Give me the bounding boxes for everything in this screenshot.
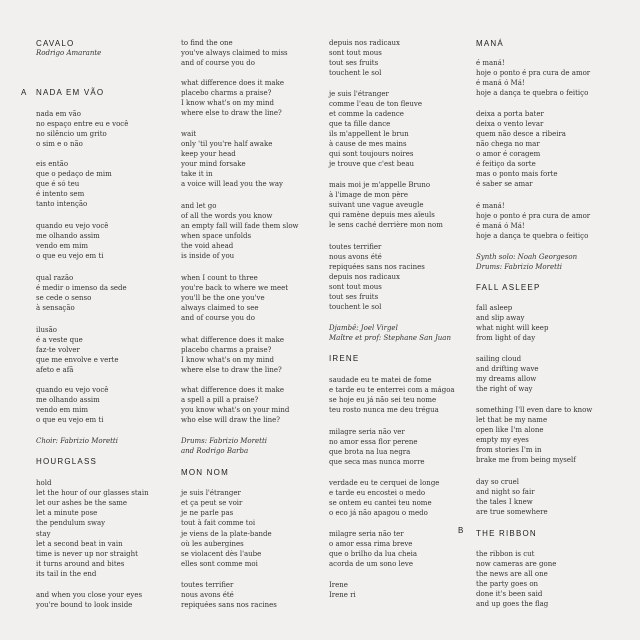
lyric-line: qui sont toujours noires — [329, 150, 414, 158]
lyric-line: que seca mas nunca morre — [329, 458, 425, 466]
lyric-line: take it in — [181, 170, 213, 178]
lyric-line: e tarde eu encostei o medo — [329, 489, 426, 497]
lyric-line: é maná! — [476, 59, 505, 67]
lyric-line: je viens de la plate-bande — [181, 530, 272, 538]
lyric-line: are true somewhere — [476, 508, 548, 516]
lyric-line: day so cruel — [476, 478, 520, 486]
lyric-line: I know what's on my mind — [181, 356, 275, 364]
lyric-line: the party goes on — [476, 580, 539, 588]
lyric-line: what difference does it make — [181, 336, 284, 344]
lyric-line: o amor essa rima breve — [329, 540, 413, 548]
lyric-line: je ne parle pas — [181, 509, 234, 517]
lyric-line: your mind forsake — [181, 160, 246, 168]
lyric-line: se cede o senso — [36, 294, 92, 302]
lyric-line: of all the words you know — [181, 212, 273, 220]
lyric-line: é maná ó Má! — [476, 222, 525, 230]
lyric-line: je suis l'étranger — [181, 489, 241, 497]
lyric-line: elles sont comme moi — [181, 560, 258, 568]
lyric-line: o amor é coragem — [476, 150, 541, 158]
credit-line: Drums: Fabrizio Moretti — [476, 263, 563, 271]
lyric-line: something I'll even dare to know — [476, 406, 593, 414]
lyric-line: is inside of you — [181, 252, 235, 260]
lyric-line: é maná ó Má! — [476, 79, 525, 87]
lyric-line: it turns around and bites — [36, 560, 125, 568]
lyric-line: teu rosto nunca me deu trégua — [329, 406, 439, 414]
lyric-line: toutes terrifier — [181, 581, 234, 589]
lyric-line: let that be my name — [476, 416, 548, 424]
lyric-line: hoje o ponto é pra cura de amor — [476, 69, 591, 77]
lyric-line: é saber se amar — [476, 180, 533, 188]
lyric-line: no espaço entre eu e você — [36, 120, 129, 128]
credit-line: Djambê: Joel Virgel — [329, 324, 398, 332]
lyric-line: é feitiço da sorte — [476, 160, 536, 168]
lyric-line: não chega no mar — [476, 140, 540, 148]
lyric-line: acorda de um sono leve — [329, 560, 413, 568]
song-title: CAVALO — [36, 39, 75, 48]
lyric-line: quando eu vejo você — [36, 386, 109, 394]
lyric-line: se hoje eu já não sei teu nome — [329, 396, 437, 404]
lyric-line: and when you close your eyes — [36, 591, 143, 599]
lyric-line: tout à fait comme toi — [181, 519, 256, 527]
lyric-line: and up goes the flag — [476, 600, 549, 608]
credit-line: Synth solo: Noah Georgeson — [476, 253, 578, 261]
lyric-line: je trouve que c'est beau — [329, 160, 415, 168]
song-title: MON NOM — [181, 468, 229, 477]
lyric-line: suivant une vague aveugle — [329, 201, 424, 209]
lyric-line: verdade eu te cerquei de longe — [329, 479, 440, 487]
lyric-line: mais moi je m'appelle Bruno — [329, 181, 431, 189]
lyric-line: se violacent dès l'aube — [181, 550, 262, 558]
lyric-line: depuis nos radicaux — [329, 39, 400, 47]
lyric-line: the ribbon is cut — [476, 550, 535, 558]
song-title: HOURGLASS — [36, 457, 98, 466]
lyric-line: sailing cloud — [476, 355, 522, 363]
lyric-line: you'll be the one you've — [181, 294, 265, 302]
lyric-line: you know what's on your mind — [181, 406, 290, 414]
credit-line: and Rodrigo Barba — [181, 447, 249, 455]
lyric-line: you've always claimed to miss — [181, 49, 288, 57]
lyric-line: placebo charms a praise? — [181, 346, 272, 354]
lyric-line: et comme la cadence — [329, 110, 404, 118]
lyric-line: tout ses fruits — [329, 293, 379, 301]
lyric-line: a spell a pill a praise? — [181, 396, 259, 404]
lyric-line: where else to draw the line? — [181, 366, 282, 374]
lyric-line: le sens caché derrière mon nom — [329, 221, 443, 229]
lyric-line: saudade eu te matei de fome — [329, 376, 432, 384]
lyric-line: you're back to where we meet — [181, 284, 289, 292]
lyric-line: nous avons été — [329, 253, 382, 261]
lyric-line: o eco já não apagou o medo — [329, 509, 428, 517]
lyric-line: fall asleep — [476, 304, 513, 312]
lyric-line: o que eu vejo em ti — [36, 252, 104, 260]
lyric-line: ils m'appellent le brun — [329, 130, 409, 138]
lyric-line: hoje a dança te quebra o feitiço — [476, 232, 589, 240]
lyric-line: you're bound to look inside — [36, 601, 133, 609]
lyric-line: empty my eyes — [476, 436, 529, 444]
lyric-line: me olhando assim — [36, 232, 100, 240]
lyric-line: let our ashes be the same — [36, 499, 128, 507]
lyric-line: et ça peut se voir — [181, 499, 243, 507]
lyric-line: now cameras are gone — [476, 560, 557, 568]
lyric-line: faz-te volver — [36, 346, 80, 354]
lyric-line: afeto e afã — [36, 366, 74, 374]
lyric-line: é a veste que — [36, 336, 83, 344]
lyric-line: always claimed to see — [181, 304, 259, 312]
lyric-line: repiquées sans nos racines — [329, 263, 425, 271]
lyric-line: hold — [36, 479, 52, 487]
lyric-line: what difference does it make — [181, 79, 284, 87]
lyric-line: o sim e o não — [36, 140, 83, 148]
lyric-line: done it's been said — [476, 590, 543, 598]
lyric-line: the tales I knew — [476, 498, 533, 506]
lyric-line: que brota na lua negra — [329, 448, 411, 456]
lyric-line: depuis nos radicaux — [329, 273, 400, 281]
lyric-line: and night so fair — [476, 488, 535, 496]
song-title: NADA EM VÃO — [36, 88, 105, 97]
lyric-line: eis então — [36, 160, 69, 168]
lyric-line: à cause de mes mains — [329, 140, 407, 148]
lyric-line: é intento sem — [36, 190, 85, 198]
lyric-line: hoje o ponto é pra cura de amor — [476, 212, 591, 220]
lyric-line: when space unfolds — [181, 232, 252, 240]
lyric-line: que me envolve e verte — [36, 356, 119, 364]
lyric-line: à sensação — [36, 304, 75, 312]
song-title: THE RIBBON — [476, 529, 537, 538]
lyric-line: repiquées sans nos racines — [181, 601, 277, 609]
lyric-line: and of course you do — [181, 314, 255, 322]
lyric-line: my dreams allow — [476, 375, 537, 383]
lyric-line: and slip away — [476, 314, 525, 322]
lyric-line: où les aubergines — [181, 540, 244, 548]
lyric-line: touchent le sol — [329, 303, 382, 311]
credit-line: Choir: Fabrizio Moretti — [36, 437, 118, 445]
lyric-line: a voice will lead you the way — [181, 180, 283, 188]
lyric-line: toutes terrifier — [329, 243, 382, 251]
lyric-line: deixa a porta bater — [476, 110, 544, 118]
song-title: MANÁ — [476, 39, 504, 48]
side-label: B — [458, 526, 464, 535]
lyric-line: its tail in the end — [36, 570, 97, 578]
lyric-line: the news are all one — [476, 570, 548, 578]
lyric-line: milagre seria não ter — [329, 530, 404, 538]
lyric-line: hoje a dança te quebra o feitiço — [476, 89, 589, 97]
lyric-line: sont tout mous — [329, 49, 382, 57]
lyric-line: when I count to three — [181, 274, 258, 282]
song-title: FALL ASLEEP — [476, 283, 541, 292]
lyric-line: que o pedaço de mim — [36, 170, 112, 178]
lyric-line: comme l'eau de ton fleuve — [329, 100, 423, 108]
lyric-line: tanto intenção — [36, 200, 88, 208]
lyric-line: quem não desce a ribeira — [476, 130, 566, 138]
lyric-line: what night will keep — [476, 324, 549, 332]
side-label: A — [21, 88, 27, 97]
lyric-line: only 'til you're half awake — [181, 140, 273, 148]
lyric-line: to find the one — [181, 39, 233, 47]
lyric-line: mas o ponto mais forte — [476, 170, 558, 178]
lyric-line: and let go — [181, 202, 217, 210]
credit-line: Drums: Fabrizio Moretti — [181, 437, 268, 445]
lyric-line: à l'image de mon père — [329, 191, 409, 199]
lyric-line: se ontem eu cantei teu nome — [329, 499, 432, 507]
song-title: IRENE — [329, 354, 360, 363]
lyric-line: time is never up nor straight — [36, 550, 138, 558]
lyric-line: Irene — [329, 581, 348, 589]
lyric-line: brake me from being myself — [476, 456, 576, 464]
lyric-line: where else to draw the line? — [181, 109, 282, 117]
lyric-line: e tarde eu te enterrei com a mágoa — [329, 386, 455, 394]
lyric-line: deixa o vento levar — [476, 120, 544, 128]
lyric-line: sont tout mous — [329, 283, 382, 291]
lyric-line: vendo em mim — [36, 406, 89, 414]
lyric-line: quando eu vejo você — [36, 222, 109, 230]
lyric-line: é medir o imenso da sede — [36, 284, 127, 292]
lyric-line: the right of way — [476, 385, 533, 393]
lyric-line: ilusão — [36, 326, 57, 334]
lyric-line: Irene ri — [329, 591, 356, 599]
lyric-line: é maná! — [476, 202, 505, 210]
lyric-line: qual razão — [36, 274, 74, 282]
lyric-line: que é só teu — [36, 180, 80, 188]
lyric-line: the void ahead — [181, 242, 234, 250]
lyric-line: que o brilho da lua cheia — [329, 550, 418, 558]
credit-line: Rodrigo Amarante — [36, 49, 102, 57]
lyric-line: no amor essa flor perene — [329, 438, 418, 446]
lyric-line: let the hour of our glasses stain — [36, 489, 149, 497]
lyric-line: nous avons été — [181, 591, 234, 599]
lyric-line: milagre seria não ver — [329, 428, 405, 436]
lyric-line: qui ramène depuis mes aïeuls — [329, 211, 435, 219]
lyric-line: nada em vão — [36, 110, 81, 118]
lyric-line: let a minute pose — [36, 509, 98, 517]
lyric-line: je suis l'étranger — [329, 90, 389, 98]
lyric-line: placebo charms a praise? — [181, 89, 272, 97]
lyric-line: I know what's on my mind — [181, 99, 275, 107]
lyric-line: touchent le sol — [329, 69, 382, 77]
lyric-line: and of course you do — [181, 59, 255, 67]
lyric-line: me olhando assim — [36, 396, 100, 404]
lyric-line: from stories I'm in — [476, 446, 542, 454]
lyric-line: keep your head — [181, 150, 236, 158]
lyric-line: what difference does it make — [181, 386, 284, 394]
lyric-line: open like I'm alone — [476, 426, 544, 434]
lyric-line: que ta fille dance — [329, 120, 391, 128]
lyric-line: from light of day — [476, 334, 536, 342]
lyric-line: let a second beat in vain — [36, 540, 123, 548]
lyric-line: wait — [181, 130, 197, 138]
lyric-line: no silêncio um grito — [36, 130, 107, 138]
credit-line: Maître et prof: Stephane San Juan — [329, 334, 451, 342]
lyric-line: the pendulum sway — [36, 519, 106, 527]
lyric-line: tout ses fruits — [329, 59, 379, 67]
lyric-line: o que eu vejo em ti — [36, 416, 104, 424]
lyric-line: who else will draw the line? — [181, 416, 281, 424]
lyric-line: and drifting wave — [476, 365, 539, 373]
lyric-line: an empty fall will fade them slow — [181, 222, 299, 230]
lyric-line: stay — [36, 530, 51, 538]
lyric-line: vendo em mim — [36, 242, 89, 250]
